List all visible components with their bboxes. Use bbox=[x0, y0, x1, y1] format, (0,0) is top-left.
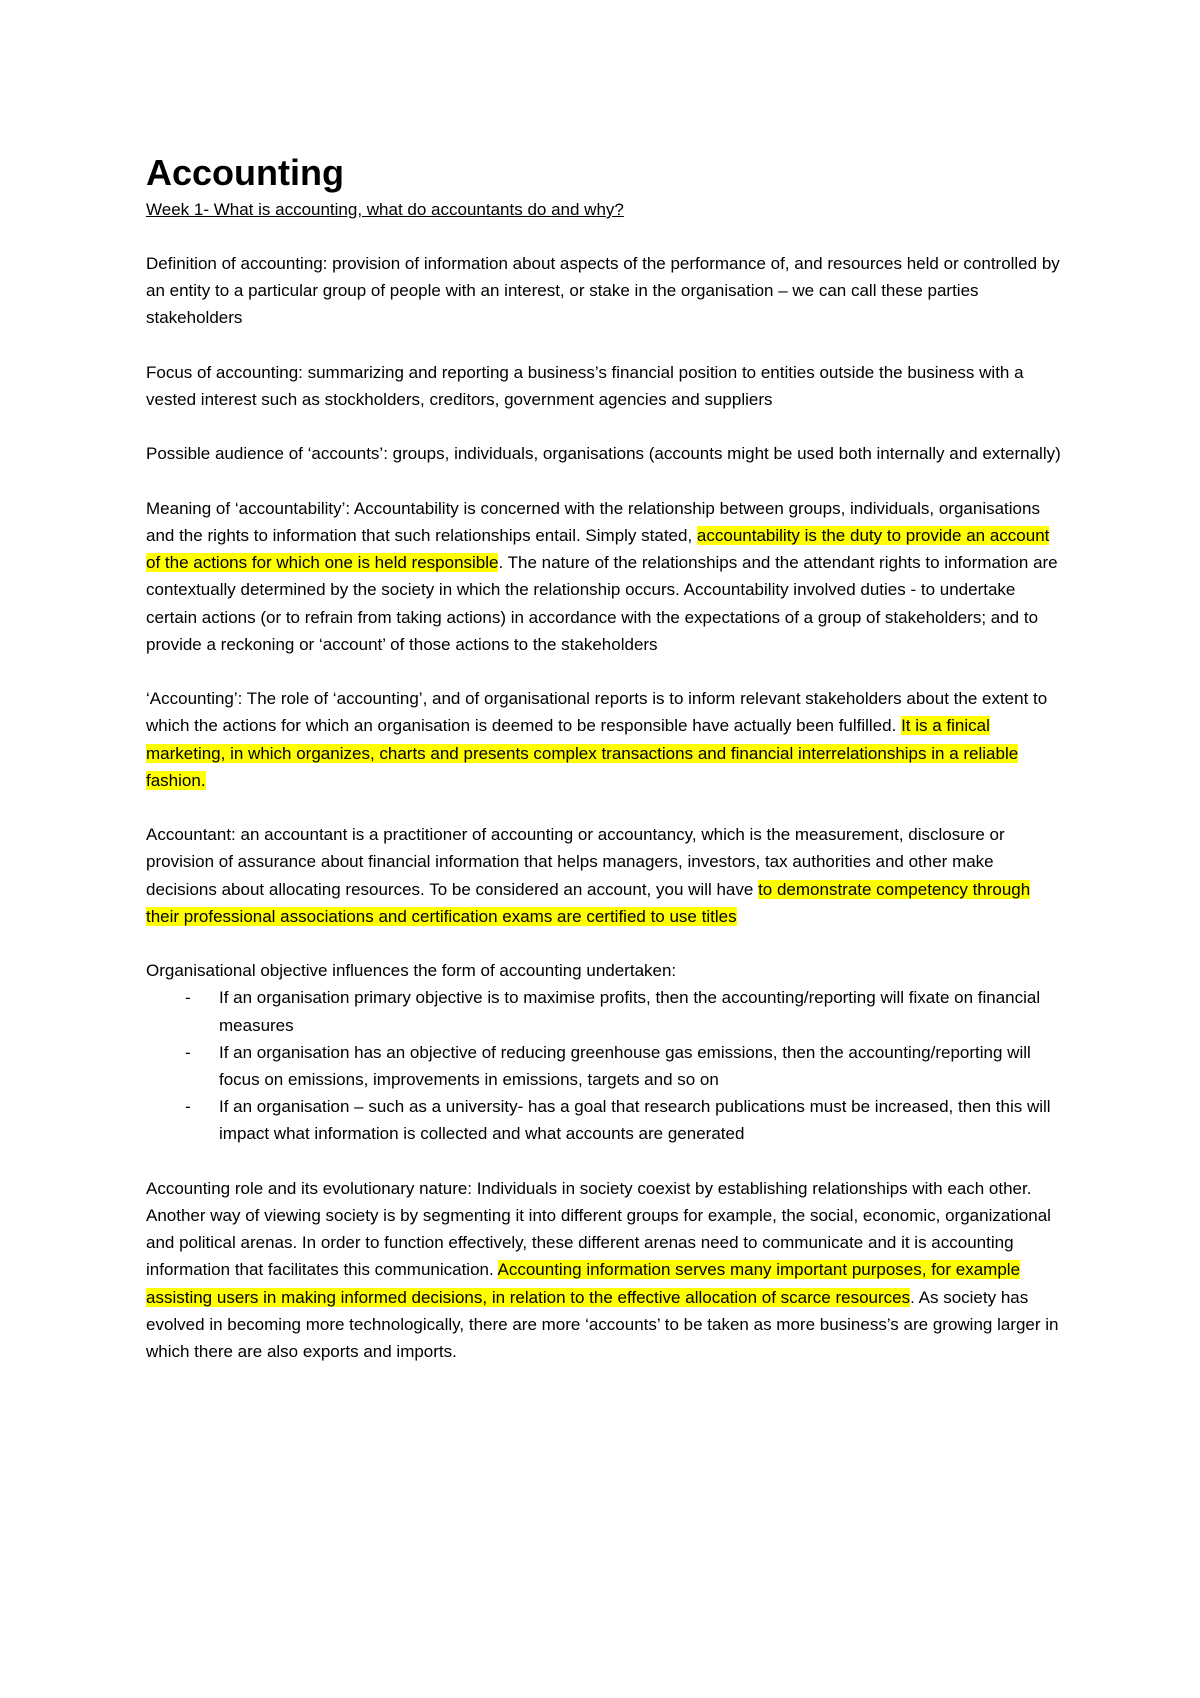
objective-intro: Organisational objective influences the form of accounting undertaken: bbox=[146, 961, 677, 981]
evolution-text-after: . As society has evolved in becoming more technologically, there are more ‘accounts’ to be taken as more business’s are growing larger in which there are also exports and imports. bbox=[146, 1287, 1059, 1362]
evolution-highlight: Accounting information serves many important purposes, for example assisting users in making informed decisions, in relation to the effective allocation of scarce resources bbox=[146, 1260, 1021, 1307]
accounting-role-paragraph bbox=[146, 685, 1066, 794]
accountant-paragraph bbox=[146, 821, 1066, 930]
list-item-text: If an organisation primary objective is to maximise profits, then the accounting/reporting will fixate on financial measures bbox=[219, 988, 1041, 1035]
accountability-text-after: . The nature of the relationships and the attendant rights to information are contextually determined by the society in which the relationship occurs. Accountability involved duties - to undertake certain actions (or to refrain from taking actions) in accordance with the expectations of a group of stakeholders; and to provide a reckoning or ‘account’ of those actions to the stakeholders bbox=[146, 553, 1058, 654]
evolution-text: Accounting role and its evolutionary nature: Individuals in society coexist by establishing relationships with each other. Another way of viewing society is by segmenting it into different groups for example, the social, economic, organizational and political arenas. In order to function effectively, these different arenas need to communicate and it is accounting information that facilitates this communication. bbox=[146, 1178, 1051, 1280]
accountability-paragraph bbox=[146, 495, 1066, 658]
list-item bbox=[146, 1039, 1066, 1093]
dash-bullet: - bbox=[185, 1042, 191, 1062]
document-subtitle: Week 1- What is accounting, what do accountants do and why? bbox=[146, 200, 624, 219]
document-title: Accounting bbox=[146, 152, 344, 193]
objective-list bbox=[146, 984, 1066, 1147]
accountability-text: Meaning of ‘accountability’: Accountability is concerned with the relationship between groups, individuals, organisations and the rights to information that such relationships entail. Simply stated, bbox=[146, 498, 1040, 545]
document-page bbox=[146, 150, 1066, 1392]
focus-paragraph: Focus of accounting: summarizing and reporting a business’s financial position to entities outside the business with a vested interest such as stockholders, creditors, government agencies and suppliers bbox=[146, 362, 1024, 409]
list-item-text: If an organisation has an objective of reducing greenhouse gas emissions, then the accounting/reporting will focus on emissions, improvements in emissions, targets and so on bbox=[219, 1042, 1031, 1089]
list-item-text: If an organisation – such as a university- has a goal that research publications must be increased, then this will impact what information is collected and what accounts are generated bbox=[219, 1097, 1051, 1144]
accountant-highlight: to demonstrate competency through their professional associations and certification exams are certified to use titles bbox=[146, 879, 1031, 926]
audience-paragraph: Possible audience of ‘accounts’: groups, individuals, organisations (accounts might be used both internally and externally) bbox=[146, 444, 1061, 464]
evolution-paragraph bbox=[146, 1175, 1066, 1365]
list-item bbox=[146, 1093, 1066, 1147]
list-item bbox=[146, 984, 1066, 1038]
accounting-role-highlight: It is a finical marketing, in which organizes, charts and presents complex transactions and financial interrelationships in a reliable fashion. bbox=[146, 716, 1019, 790]
accounting-role-text: ‘Accounting’: The role of ‘accounting’, and of organisational reports is to inform relevant stakeholders about the extent to which the actions for which an organisation is deemed to be responsible have actually been fulfilled. bbox=[146, 689, 1048, 736]
dash-bullet: - bbox=[185, 1097, 191, 1117]
accountability-highlight: accountability is the duty to provide an account of the actions for which one is held responsible bbox=[146, 525, 1050, 573]
accountant-text: Accountant: an accountant is a practitioner of accounting or accountancy, which is the measurement, disclosure or provision of assurance about financial information that helps managers, investors, tax authorities and other make decisions about allocating resources. To be considered an account, you will have bbox=[146, 825, 1005, 899]
dash-bullet: - bbox=[185, 988, 191, 1008]
definition-paragraph: Definition of accounting: provision of information about aspects of the performance of, and resources held or controlled by an entity to a particular group of people with an interest, or stake in the organisation – we can call these parties stakeholders bbox=[146, 254, 1060, 328]
